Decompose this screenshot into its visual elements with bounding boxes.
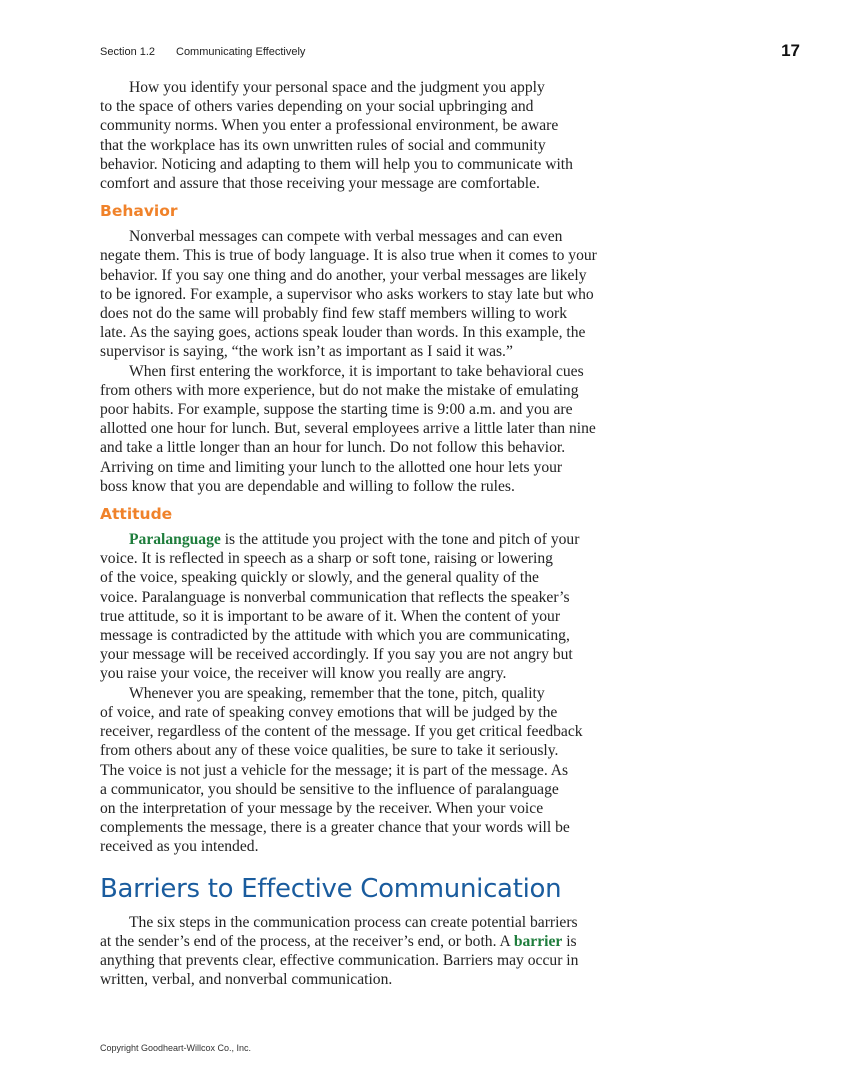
text-line: to be ignored. For example, a supervisor who asks workers to stay late but who <box>100 285 594 303</box>
attitude-paragraph-1 <box>100 530 620 684</box>
barriers-heading: Barriers to Effective Communication <box>100 873 562 904</box>
text-line: and take a little longer than an hour for lunch. Do not follow this behavior. <box>100 439 566 457</box>
text-line: comfort and assure that those receiving your message are comfortable. <box>100 175 540 193</box>
barriers-paragraph <box>100 913 620 990</box>
text-fragment: at the sender’s end of the process, at the receiver’s end, or both. A <box>100 932 514 950</box>
text-line: negate them. This is true of body language. It is also true when it comes to your <box>100 247 597 265</box>
text-line: voice. Paralanguage is nonverbal communication that reflects the speaker’s <box>100 588 570 606</box>
text-line: allotted one hour for lunch. But, several employees arrive a little later than nine <box>100 420 596 438</box>
text-line: supervisor is saying, “the work isn’t as important as I said it was.” <box>100 343 513 361</box>
text-fragment: is <box>562 932 577 950</box>
section-number: Section 1.2 <box>100 46 156 58</box>
text-line: true attitude, so it is important to be aware of it. When the content of your <box>100 607 561 625</box>
text-line: anything that prevents clear, effective communication. Barriers may occur in <box>100 951 579 969</box>
text-line: Whenever you are speaking, remember that the tone, pitch, quality <box>129 684 545 702</box>
text-line: to the space of others varies depending on your social upbringing and <box>100 98 534 116</box>
text-line: written, verbal, and nonverbal communication. <box>100 971 393 989</box>
text-line: complements the message, there is a greater chance that your words will be <box>100 819 570 837</box>
text-line: that the workplace has its own unwritten rules of social and community <box>100 136 546 154</box>
text-line: your message will be received accordingly. If you say you are not angry but <box>100 646 573 664</box>
text-line: message is contradicted by the attitude with which you are communicating, <box>100 627 570 645</box>
text-line: The six steps in the communication process can create potential barriers <box>129 913 578 931</box>
intro-paragraph <box>100 78 620 193</box>
text-line: received as you intended. <box>100 838 259 856</box>
text-line: receiver, regardless of the content of the message. If you get critical feedback <box>100 723 583 741</box>
text-line: of voice, and rate of speaking convey emotions that will be judged by the <box>100 703 558 721</box>
copyright-footer: Copyright Goodheart-Willcox Co., Inc. <box>100 1043 252 1053</box>
running-head <box>100 44 800 64</box>
text-line: a communicator, you should be sensitive to the influence of paralanguage <box>100 780 559 798</box>
text-line: on the interpretation of your message by the receiver. When your voice <box>100 799 544 817</box>
text-line: When first entering the workforce, it is important to take behavioral cues <box>129 362 584 380</box>
section-title: Communicating Effectively <box>176 46 306 58</box>
text-line: you raise your voice, the receiver will know you really are angry. <box>100 665 507 683</box>
behavior-paragraph-1 <box>100 227 620 361</box>
behavior-heading: Behavior <box>100 202 178 221</box>
text-fragment: is the attitude you project with the tone and pitch of your <box>220 531 580 549</box>
text-line <box>100 932 620 951</box>
key-term-paralanguage: Paralanguage <box>129 531 221 549</box>
text-line: of the voice, speaking quickly or slowly, and the general quality of the <box>100 569 539 587</box>
text-line: Nonverbal messages can compete with verbal messages and can even <box>129 228 563 246</box>
text-line: from others with more experience, but do not make the mistake of emulating <box>100 381 579 399</box>
text-line: community norms. When you enter a professional environment, be aware <box>100 117 559 135</box>
text-line: poor habits. For example, suppose the starting time is 9:00 a.m. and you are <box>100 401 573 419</box>
behavior-paragraph-2 <box>100 362 620 496</box>
key-term-barrier: barrier <box>513 932 563 950</box>
body-column <box>100 78 620 989</box>
text-line: behavior. If you say one thing and do another, your verbal messages are likely <box>100 266 587 284</box>
text-line: Arriving on time and limiting your lunch to the allotted one hour lets your <box>100 458 563 476</box>
text-line: late. As the saying goes, actions speak louder than words. In this example, the <box>100 324 586 342</box>
text-line: behavior. Noticing and adapting to them will help you to communicate with <box>100 155 573 173</box>
attitude-heading: Attitude <box>100 505 173 524</box>
text-line: from others about any of these voice qualities, be sure to take it seriously. <box>100 742 559 760</box>
page-number: 17 <box>781 41 800 60</box>
text-line: voice. It is reflected in speech as a sharp or soft tone, raising or lowering <box>100 550 553 568</box>
text-line: boss know that you are dependable and willing to follow the rules. <box>100 477 515 495</box>
text-line: The voice is not just a vehicle for the message; it is part of the message. As <box>100 761 569 779</box>
text-line: does not do the same will probably find few staff members willing to work <box>100 305 568 323</box>
text-line <box>100 530 620 549</box>
attitude-paragraph-2 <box>100 684 620 857</box>
text-line: How you identify your personal space and the judgment you apply <box>129 79 545 96</box>
